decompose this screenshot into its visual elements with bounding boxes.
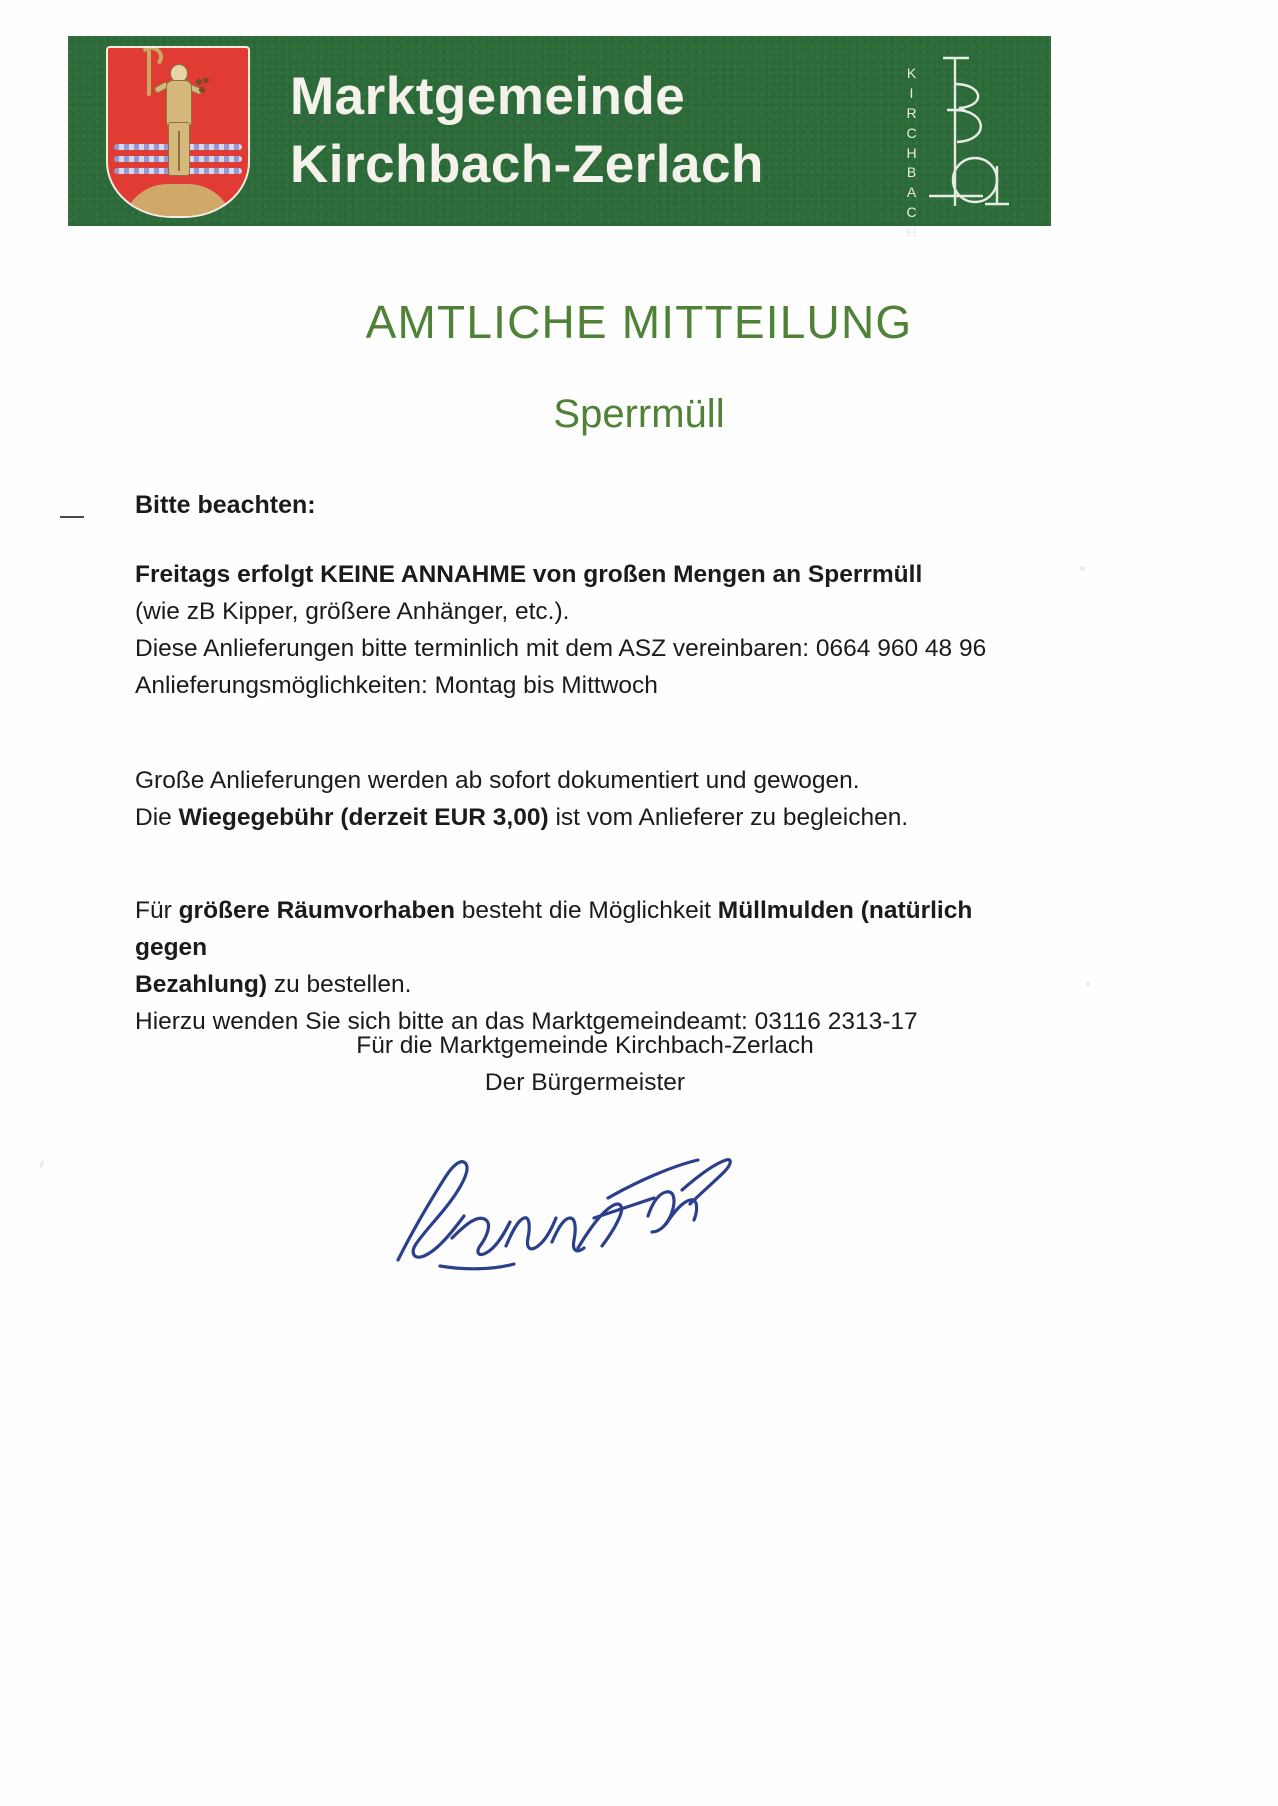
block3-line2 (135, 966, 1035, 1003)
notice-block-3 (135, 892, 1035, 1040)
block1-line1: Freitags erfolgt KEINE ANNAHME von großen Mengen an Sperrmüll (135, 561, 923, 588)
municipality-name-line2: Kirchbach-Zerlach (290, 135, 764, 194)
mayor-signature (380, 1120, 740, 1300)
scan-artifact (1086, 982, 1090, 986)
clearance-emphasis: größere Räumvorhaben (178, 897, 455, 924)
block3-line2-suffix: zu bestellen. (267, 971, 412, 998)
block1-line3: Diese Anlieferungen bitte terminlich mit dem ASZ vereinbaren: 0664 960 48 96 (135, 635, 987, 662)
notice-body (135, 487, 1035, 1040)
closing-line2: Der Bürgermeister (484, 1069, 686, 1096)
block3-line1 (135, 892, 1035, 966)
page-title: AMTLICHE MITTEILUNG (365, 296, 913, 348)
block3-line1-prefix: Für (135, 897, 179, 924)
scan-artifact (38, 1160, 44, 1169)
kirchbach-logo-vertical-text: K I R C H B A C H (906, 65, 918, 240)
coat-of-arms-icon (106, 46, 246, 226)
municipality-name (246, 36, 885, 226)
closing-block (135, 1027, 1035, 1101)
block3-line1-mid: besteht die Möglichkeit (454, 897, 718, 924)
scan-artifact (1080, 566, 1085, 571)
block1-line4: Anlieferungsmöglichkeiten: Montag bis Mittwoch (135, 672, 658, 699)
skip-emphasis: Müllmulden (natürlich gegen (135, 897, 973, 961)
block2-line1: Große Anlieferungen werden ab sofort dokumentiert und gewogen. (135, 767, 860, 794)
spacer (135, 704, 1035, 762)
header-banner (68, 36, 1051, 240)
payment-emphasis: Bezahlung) (135, 971, 268, 998)
notice-lead: Bitte beachten: (135, 491, 316, 519)
kirchbach-logo-icon (885, 36, 1035, 240)
block2-line2-prefix: Die (135, 804, 179, 831)
municipality-name-line1: Marktgemeinde (290, 67, 686, 127)
notice-block-1 (135, 556, 1035, 704)
margin-mark (60, 516, 84, 518)
block2-line2-suffix: ist vom Anlieferer zu begleichen. (548, 804, 909, 831)
block3-line3: Hierzu wenden Sie sich bitte an das Marktgemeindeamt: 03116 2313-17 (135, 1008, 918, 1035)
closing-line1: Für die Marktgemeinde Kirchbach-Zerlach (356, 1032, 814, 1059)
page-subtitle: Sperrmüll (553, 392, 725, 436)
block1-line2: (wie zB Kipper, größere Anhänger, etc.). (135, 598, 570, 625)
block2-line2 (135, 799, 1035, 836)
weighing-fee-emphasis: Wiegegebühr (derzeit EUR 3,00) (178, 804, 549, 831)
spacer (135, 836, 1035, 892)
notice-block-2 (135, 762, 1035, 836)
